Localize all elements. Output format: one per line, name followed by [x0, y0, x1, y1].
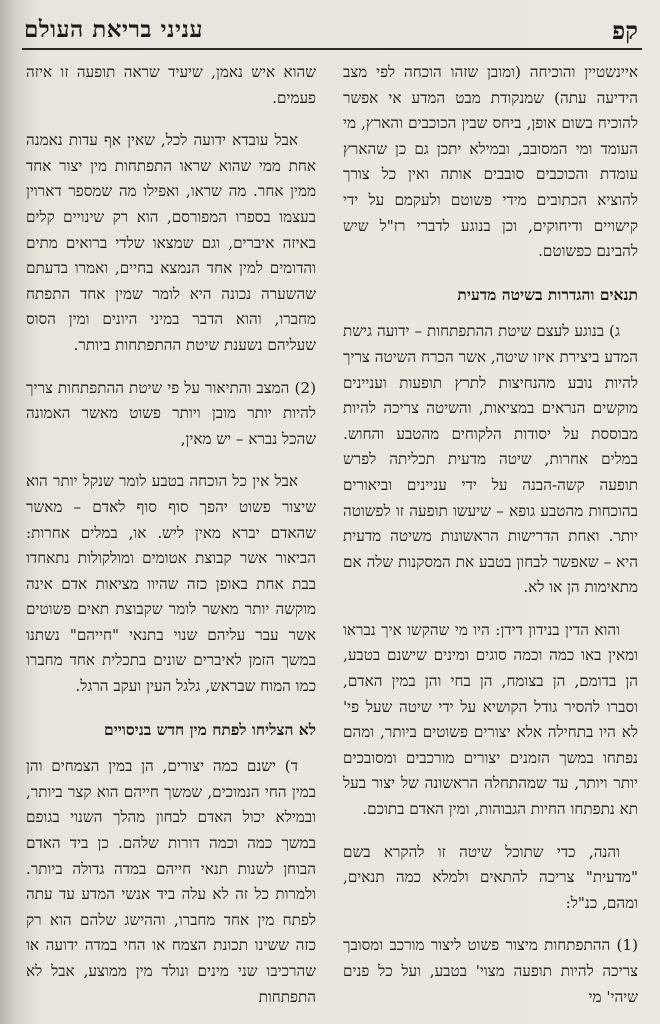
list-item: (1) ההתפתחות מיצור פשוט ליצור מורכב ומסובך צריכה להיות תופעה מצוי' בטבע, ועל כל פנים שיהי' מי — [343, 936, 638, 1006]
running-title: ענ‎יני בריאת העולם — [24, 16, 204, 43]
right-column — [343, 60, 638, 1024]
list-item: (2) המצב והתיאור על פי שיטת ההתפתחות צריך להיות יותר מובן ויותר פשוט מאשר האמונה שהכל נברא – יש מאין, — [26, 378, 316, 448]
page-number: קפ — [612, 16, 638, 45]
section-heading: לא הצליחו לפתח מין חדש בניסויים — [104, 719, 316, 739]
paragraph: אבל עובדא ידועה לכל, שאין אף עדות נאמנה אחת ממי שהוא שראו התפתחות מין יצור אחד ממין אחר. מה שראו, ואפילו מה שמספר דארוין בעצמו בספרו המפורסם, הוא רק שינויים קלים באיזה איברים, וגם שמצאו שלדי ברואים מתים והדומים למין אחד הנמצא בחיים, ואמרו בדעתם שהשערה נכונה היא לומר שמין אחד התפתח מחברו, והוא הדבר במיני היונים ומין הסוס שעליהם נשענת שיטת ההתפתחות ביותר. — [26, 131, 316, 354]
paragraph: ג) בנוגע לעצם שיטת ההתפתחות – ידועה גישת המדע ביצירת איזו שיטה, אשר הכרח השיטה צריך להיות נובע מהנחיצות לתרץ תופעות ועניינים מוקשים הנראים במציאות, והשיטה צריכה להיות מבוססת על יסודות הלקוחים מהטבע והחוש. במלים אחרות, שיטה מדעית תכליתה לפרש תופעה קשה-הבנה על ידי עניינים וביאורים בהוכחות מהטבע גופא – שיעשו תופעה זו לפשוטה יותר. ואחת הדרישות הראשונות משיטה מדעית היא – שאפשר לבחון בטבע את המסקנות שלה אם מתאימות הן או לא. — [343, 322, 638, 597]
paragraph: והוא הדין בנידון דידן: היו מי שהקשו איך נבראו ומאין באו כמה וכמה סוגים ומינים שישנם בטבע, הן בדומם, הן בצומח, הן בחי והן במין האדם, וסברו להסיר גודל הקושיא על ידי שיטה שעל פי' לא היו בתחילה אלא יצורים פשוטים ביותר, ומהם נפתחו במשך הזמנים יצורים מורכבים ומסובכים יותר ויותר, עד שמהתחלה הראשונה של יצור בעל תא נתפתחו החיות הגבוהות, ומין האדם בתוכם. — [343, 620, 638, 819]
paragraph: אבל אין כל הוכחה בטבע לומר שנקל יותר הוא שיצור פשוט יהפך סוף סוף לאדם – מאשר שהאדם יברא מאין ליש. או, במלים אחרות: הביאור אשר קבוצת אטומים ומולקולות נתאחדו בבת אחת באופן כזה שהיוו מציאות אדם אינה מוקשה יותר מאשר לומר שקבוצת תאים פשוטים אשר עבר עליהם שנוי בתנאי "חייהם" נשתנו במשך הזמן לאיברים שונים בתכלית אחד מחברו כמו המוח שבראש, גלגל העין ועקב הרגל. — [26, 472, 316, 696]
section-heading: תנאים והגדרות בשיטה מדעית — [457, 284, 638, 304]
paragraph: ד) ישנם כמה יצורים, הן במין הצמחים והן במין החי הנמוכים, שמשך חייהם הוא קצר ביותר, ובמילא יכול האדם לבחון מהלך השנוי בגופם במשך כמה וכמה דורות שלהם. כן ביד האדם הבוחן לשנות תנאי חייהם במדה גדולה ביותר. ולמרות כל זה לא עלה ביד אנשי המדע עד עתה לפתח מין אחד מחברו, וההישג שלהם הוא רק כזה ששינו תכונת הצמח או החי במדה ידועה או שהרכיבו שני מינים ונולד מין ממוצע, אבל לא התפתחות — [26, 757, 316, 1006]
paragraph: איינשטיין והוכיחה (ומובן שזהו הוכחה לפי מצב הידיעה עתה) שמנקודת מבט המדע אי אפשר להוכיח בשום אופן, ביחס שבין הכוכבים והארץ, מי העומד ומי המסובב, ובמילא יתכן גם כן שהארץ עומדת והכוכבים סובבים אותה ואין כל צורך להוציא הכתובים מידי פשוטם ולעקמם על ידי קישויים ודיחוקים, וכן בנוגע לדברי רז"ל שיש להבינם כפשוטם. — [343, 63, 638, 261]
left-column — [26, 60, 316, 1024]
paragraph: והנה, כדי שתוכל שיטה זו להקרא בשם "מדעית" צריכה להתאים ולמלא כמה תנאים, ומהם, כנ"ל: — [343, 842, 638, 912]
paragraph: שהוא איש נאמן, שיעיד שראה תופעה זו איזה פעמים. — [26, 63, 316, 107]
page-header — [22, 14, 642, 50]
